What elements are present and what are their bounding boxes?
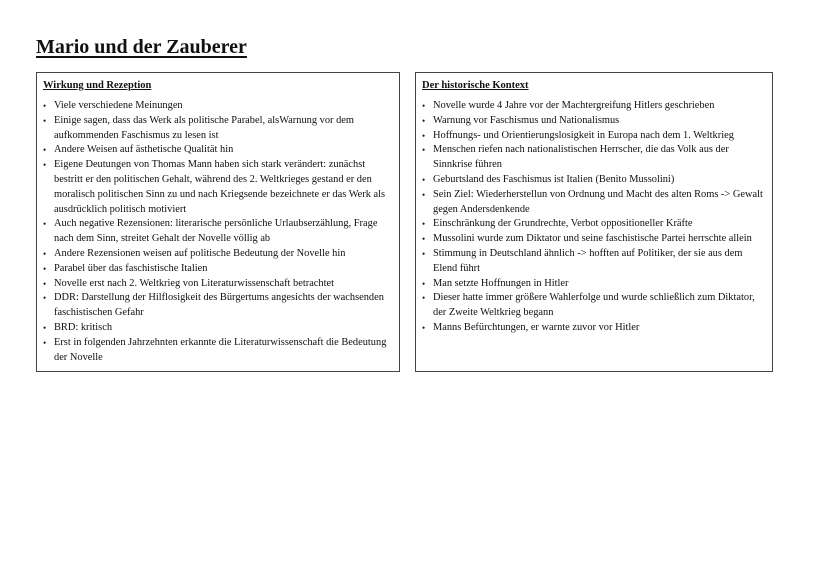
list-item-text: Mussolini wurde zum Diktator und seine faschistische Partei herrschte allein (433, 233, 752, 245)
list-item-text: Sein Ziel: Wiederherstellun von Ordnung und Macht des alten Roms -> Gewalt gegen Andersdenkende (433, 188, 763, 215)
list-item (422, 247, 766, 277)
bullet-icon: • (422, 101, 426, 111)
reception-box (36, 72, 400, 372)
list-item (422, 291, 766, 321)
bullet-icon: • (422, 219, 426, 230)
bullet-icon: • (422, 145, 426, 156)
list-item (422, 143, 766, 173)
bullet-icon: • (422, 248, 426, 259)
list-item-text: Viele verschiedene Meinungen (54, 100, 183, 111)
list-item-text: Andere Weisen auf ästhetische Qualität hin (54, 144, 234, 156)
reception-list (43, 99, 393, 365)
bullet-icon: • (422, 278, 426, 289)
list-item-text: Eigene Deutungen von Thomas Mann haben sich stark verändert: zunächst bestritt er den politischen Gehalt, während des 2. Weltkrieges gestand er den moralisch politischen Sinn zu und nach Kriegsende bezeichnete er das Werk als ausdrücklich politisch motiviert (54, 159, 386, 215)
list-item (43, 99, 393, 114)
page-title: Mario und der Zauberer (36, 36, 247, 58)
list-item (43, 247, 393, 262)
list-item (43, 277, 393, 292)
list-item-text: Warnung vor Faschismus und Nationalismus (433, 114, 620, 126)
list-item-text: Einige sagen, dass das Werk als politische Parabel, alsWarnung vor dem aufkommenden Faschismus zu lesen ist (54, 114, 354, 141)
bullet-icon: • (422, 130, 426, 141)
list-item-text: Menschen riefen nach nationalistischen Herrscher, die das Volk aus der Sinnkrise führen (433, 144, 729, 171)
bullet-icon: • (422, 115, 426, 126)
bullet-icon: • (422, 293, 426, 304)
list-item-text: Novelle erst nach 2. Weltkrieg von Literaturwissenschaft betrachtet (54, 277, 334, 289)
list-item-text: Dieser hatte immer größere Wahlerfolge und wurde schließlich zum Diktator, der Zweite Weltkrieg begann (433, 292, 755, 319)
list-item-text: Hoffnungs- und Orientierungslosigkeit in Europa nach dem 1. Weltkrieg (433, 129, 734, 141)
bullet-icon: • (43, 219, 47, 230)
list-item-text: Manns Befürchtungen, er warnte zuvor vor Hitler (433, 321, 640, 333)
list-item-text: Einschränkung der Grundrechte, Verbot oppositioneller Kräfte (433, 218, 693, 230)
context-box (415, 72, 773, 372)
list-item (43, 262, 393, 277)
list-item (422, 114, 766, 129)
list-item (43, 291, 393, 321)
bullet-icon: • (422, 322, 426, 333)
list-item (422, 129, 766, 144)
list-item (422, 217, 766, 232)
list-item (422, 173, 766, 188)
list-item-text: Erst in folgenden Jahrzehnten erkannte die Literaturwissenschaft die Bedeutung der Novelle (54, 336, 387, 363)
list-item (422, 99, 766, 114)
list-item-text: Novelle wurde 4 Jahre vor der Machtergreifung Hitlers geschrieben (433, 100, 715, 111)
list-item-text: Parabel über das faschistische Italien (54, 262, 208, 274)
bullet-icon: • (43, 293, 47, 304)
list-item (43, 336, 393, 366)
bullet-icon: • (422, 174, 426, 185)
bullet-icon: • (43, 337, 47, 348)
list-item-text: DDR: Darstellung der Hilflosigkeit des Bürgertums angesichts der wachsenden faschistischen Gefahr (54, 292, 384, 319)
bullet-icon: • (43, 248, 47, 259)
list-item-text: Andere Rezensionen weisen auf politische Bedeutung der Novelle hin (54, 247, 346, 259)
list-item-text: BRD: kritisch (54, 321, 113, 333)
list-item-text: Stimmung in Deutschland ähnlich -> hofften auf Politiker, der sie aus dem Elend führt (433, 247, 743, 274)
context-heading: Der historische Kontext (422, 80, 529, 91)
reception-heading: Wirkung und Rezeption (43, 80, 152, 91)
bullet-icon: • (422, 189, 426, 200)
bullet-icon: • (43, 101, 47, 111)
bullet-icon: • (43, 115, 47, 126)
context-list (422, 99, 766, 336)
list-item (43, 217, 393, 247)
bullet-icon: • (43, 145, 47, 156)
list-item (43, 158, 393, 217)
list-item (43, 143, 393, 158)
bullet-icon: • (43, 263, 47, 274)
list-item (422, 277, 766, 292)
list-item (422, 321, 766, 336)
list-item-text: Man setzte Hoffnungen in Hitler (433, 277, 569, 289)
list-item (422, 232, 766, 247)
bullet-icon: • (43, 322, 47, 333)
list-item-text: Geburtsland des Faschismus ist Italien (Benito Mussolini) (433, 173, 675, 185)
list-item (43, 321, 393, 336)
list-item (422, 188, 766, 218)
bullet-icon: • (43, 278, 47, 289)
list-item-text: Auch negative Rezensionen: literarische persönliche Urlaubserzählung, Frage nach dem Sinn, streitet Gehalt der Novelle völlig ab (54, 218, 378, 245)
list-item (43, 114, 393, 144)
bullet-icon: • (422, 234, 426, 245)
bullet-icon: • (43, 160, 47, 171)
